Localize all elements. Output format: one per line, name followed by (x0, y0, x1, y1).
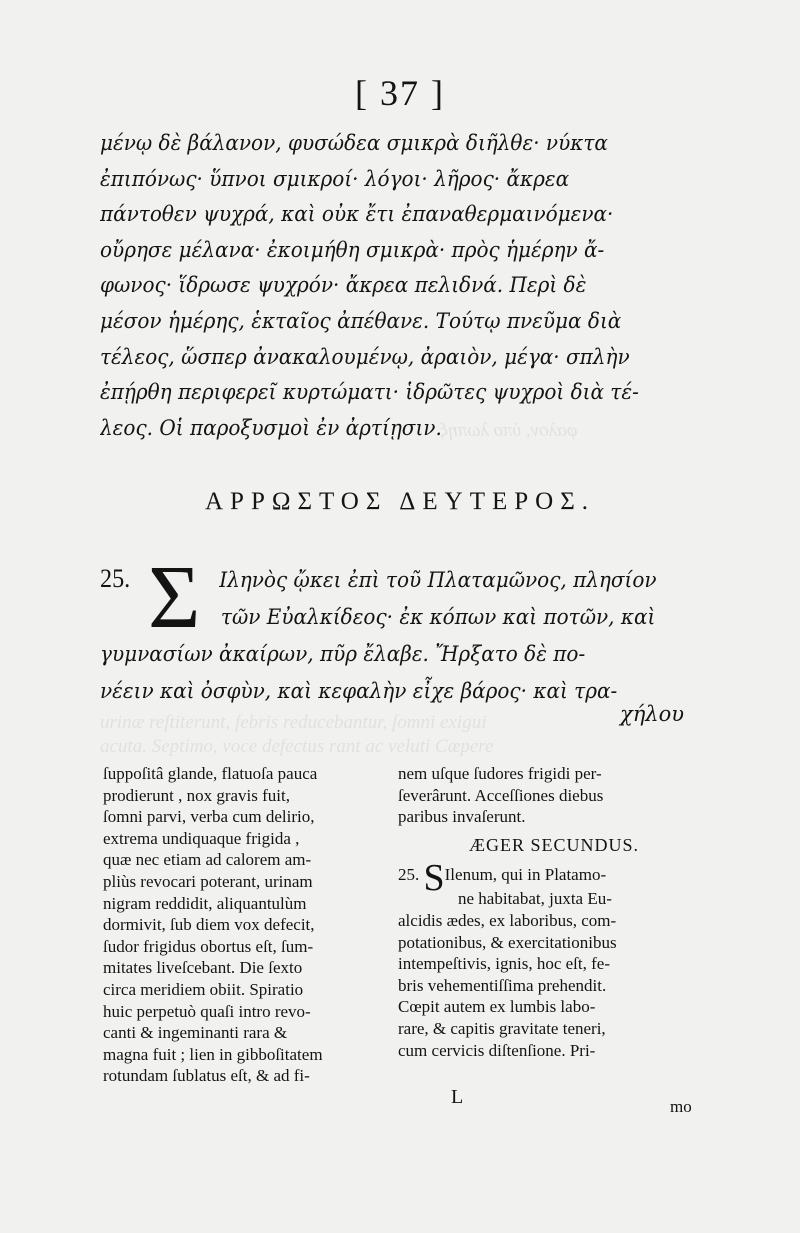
greek-catchword: χήλου (620, 702, 685, 726)
latin-line: circa meridiem obiit. Spiratio (103, 979, 304, 999)
signature-mark: L (451, 1086, 464, 1108)
greek-line: οὔρησε μέλανα· ἐκοιμήθη σμικρὰ· πρὸς ἡμέρην ἄ- (100, 237, 605, 263)
latin-line: quæ nec etiam ad calorem am- (103, 850, 312, 870)
section-number: 25. (100, 564, 131, 593)
latin-drop-cap: S (423, 857, 445, 900)
latin-line: extrema undiquaque frigida , (103, 828, 300, 848)
greek-first-line: Ιληνὸς ᾤκει ἐπὶ τοῦ Πλαταμῶνος, πλησίον (219, 568, 657, 593)
latin-line: paribus invaſerunt. (398, 807, 526, 827)
latin-line: nigram reddidit, aliquantulùm (103, 893, 307, 913)
greek-line: μένῳ δὲ βάλανον, φυσώδεα σμικρὰ διῆλθε· νύκτα (100, 131, 608, 156)
greek-line (100, 560, 695, 599)
latin-line: ſuppoſitâ glande, flatuoſa pauca (103, 764, 318, 783)
greek-text-block (100, 126, 658, 446)
greek-section-text (100, 560, 695, 710)
greek-line: λεος. Οἱ παροξυσμοὶ ἐν ἀρτίῃσιν. (100, 415, 442, 441)
latin-line: intempeſtivis, ignis, hoc eſt, fe- (398, 954, 610, 974)
greek-line: μέσον ἡμέρης, ἑκταῖος ἀπέθανε. Τούτῳ πνεῦμα διὰ (100, 308, 622, 334)
bleed-through-text: urinæ reſtiterunt, febris reducebantur, ſomni exigui (100, 712, 487, 733)
greek-line: ἐπιπόνως· ὕπνοι σμικροί· λόγοι· λῆρος· ἄκρεα (100, 166, 570, 192)
greek-line: τέλεος, ὥσπερ ἀνακαλουμένῳ, ἀραιὸν, μέγα· σπλὴν (100, 344, 630, 370)
latin-line: canti & ingeminanti rara & (103, 1023, 288, 1043)
latin-line: bris vehementiſſima prehendit. (398, 975, 607, 995)
greek-line: νέειν καὶ ὀσφὺν, καὶ κεφαλὴν εἶχε βάρος· καὶ τρα- (100, 679, 618, 704)
page-number: [ 37 ] (355, 73, 445, 113)
greek-drop-cap: Σ (148, 548, 201, 647)
latin-line: dormivit, ſub diem vox defecit, (103, 915, 315, 935)
latin-line: alcidis ædes, ex laboribus, com- (398, 910, 617, 930)
latin-line: cum cervicis diſtenſione. Pri- (398, 1040, 596, 1060)
greek-line: ἐπῄρθη περιφερεῖ κυρτώματι· ἱδρῶτες ψυχροὶ διὰ τέ- (100, 380, 639, 406)
greek-line: τῶν Εὐαλκίδεος· ἐκ κόπων καὶ ποτῶν, καὶ (220, 605, 656, 630)
latin-line: pliùs revocari poterant, urinam (103, 871, 313, 891)
latin-line: mitates liveſcebant. Die ſexto (103, 958, 303, 978)
bleed-through-text: acuta. Septimo, voce defectus rant ac veluti Cœpere (100, 736, 494, 757)
latin-line: prodierunt , nox gravis fuit, (103, 785, 290, 805)
latin-line: nem uſque ſudores frigidi per- (398, 764, 602, 783)
latin-line: rare, & capitis gravitate teneri, (398, 1018, 606, 1038)
latin-line: ſeverârunt. Acceſſiones diebus (398, 785, 604, 805)
latin-line: Cœpit autem ex lumbis labo- (398, 997, 596, 1017)
latin-line: ſudor frigidus obortus eſt, ſum- (103, 936, 314, 956)
latin-right-column (398, 763, 680, 1061)
greek-line: γυμνασίων ἀκαίρων, πῦρ ἔλαβε. Ἤρξατο δὲ πο- (100, 642, 586, 667)
latin-line: rotundam ſublatus eſt, & ad fi- (103, 1066, 310, 1086)
section-number: 25. (398, 865, 420, 885)
greek-line: πάντοθεν ψυχρά, καὶ οὐκ ἔτι ἐπαναθερμαινόμενα· (100, 202, 614, 228)
latin-line: ſomni parvi, verba cum delirio, (103, 807, 315, 827)
latin-line: ne habitabat, juxta Eu- (458, 889, 612, 909)
latin-catchword: mo (670, 1097, 692, 1116)
latin-left-column (103, 763, 385, 1087)
greek-section-title: ΑΡΡΩΣΤΟΣ ΔΕΥΤΕΡΟΣ. (205, 488, 595, 515)
latin-line: huic perpetuò quaſi intro revo- (103, 1001, 311, 1021)
latin-line: Ilenum, qui in Platamo- (444, 865, 607, 885)
greek-line: φωνος· ἵδρωσε ψυχρόν· ἄκρεα πελιδνά. Περὶ δὲ (100, 273, 587, 299)
latin-line: magna fuit ; lien in gibboſitatem (103, 1044, 323, 1064)
bleed-through-text: φαλον, ὑπο λωπηξ (440, 420, 578, 441)
latin-line: potationibus, & exercitationibus (398, 932, 617, 952)
latin-section-title: ÆGER SECUNDUS. (468, 834, 640, 855)
